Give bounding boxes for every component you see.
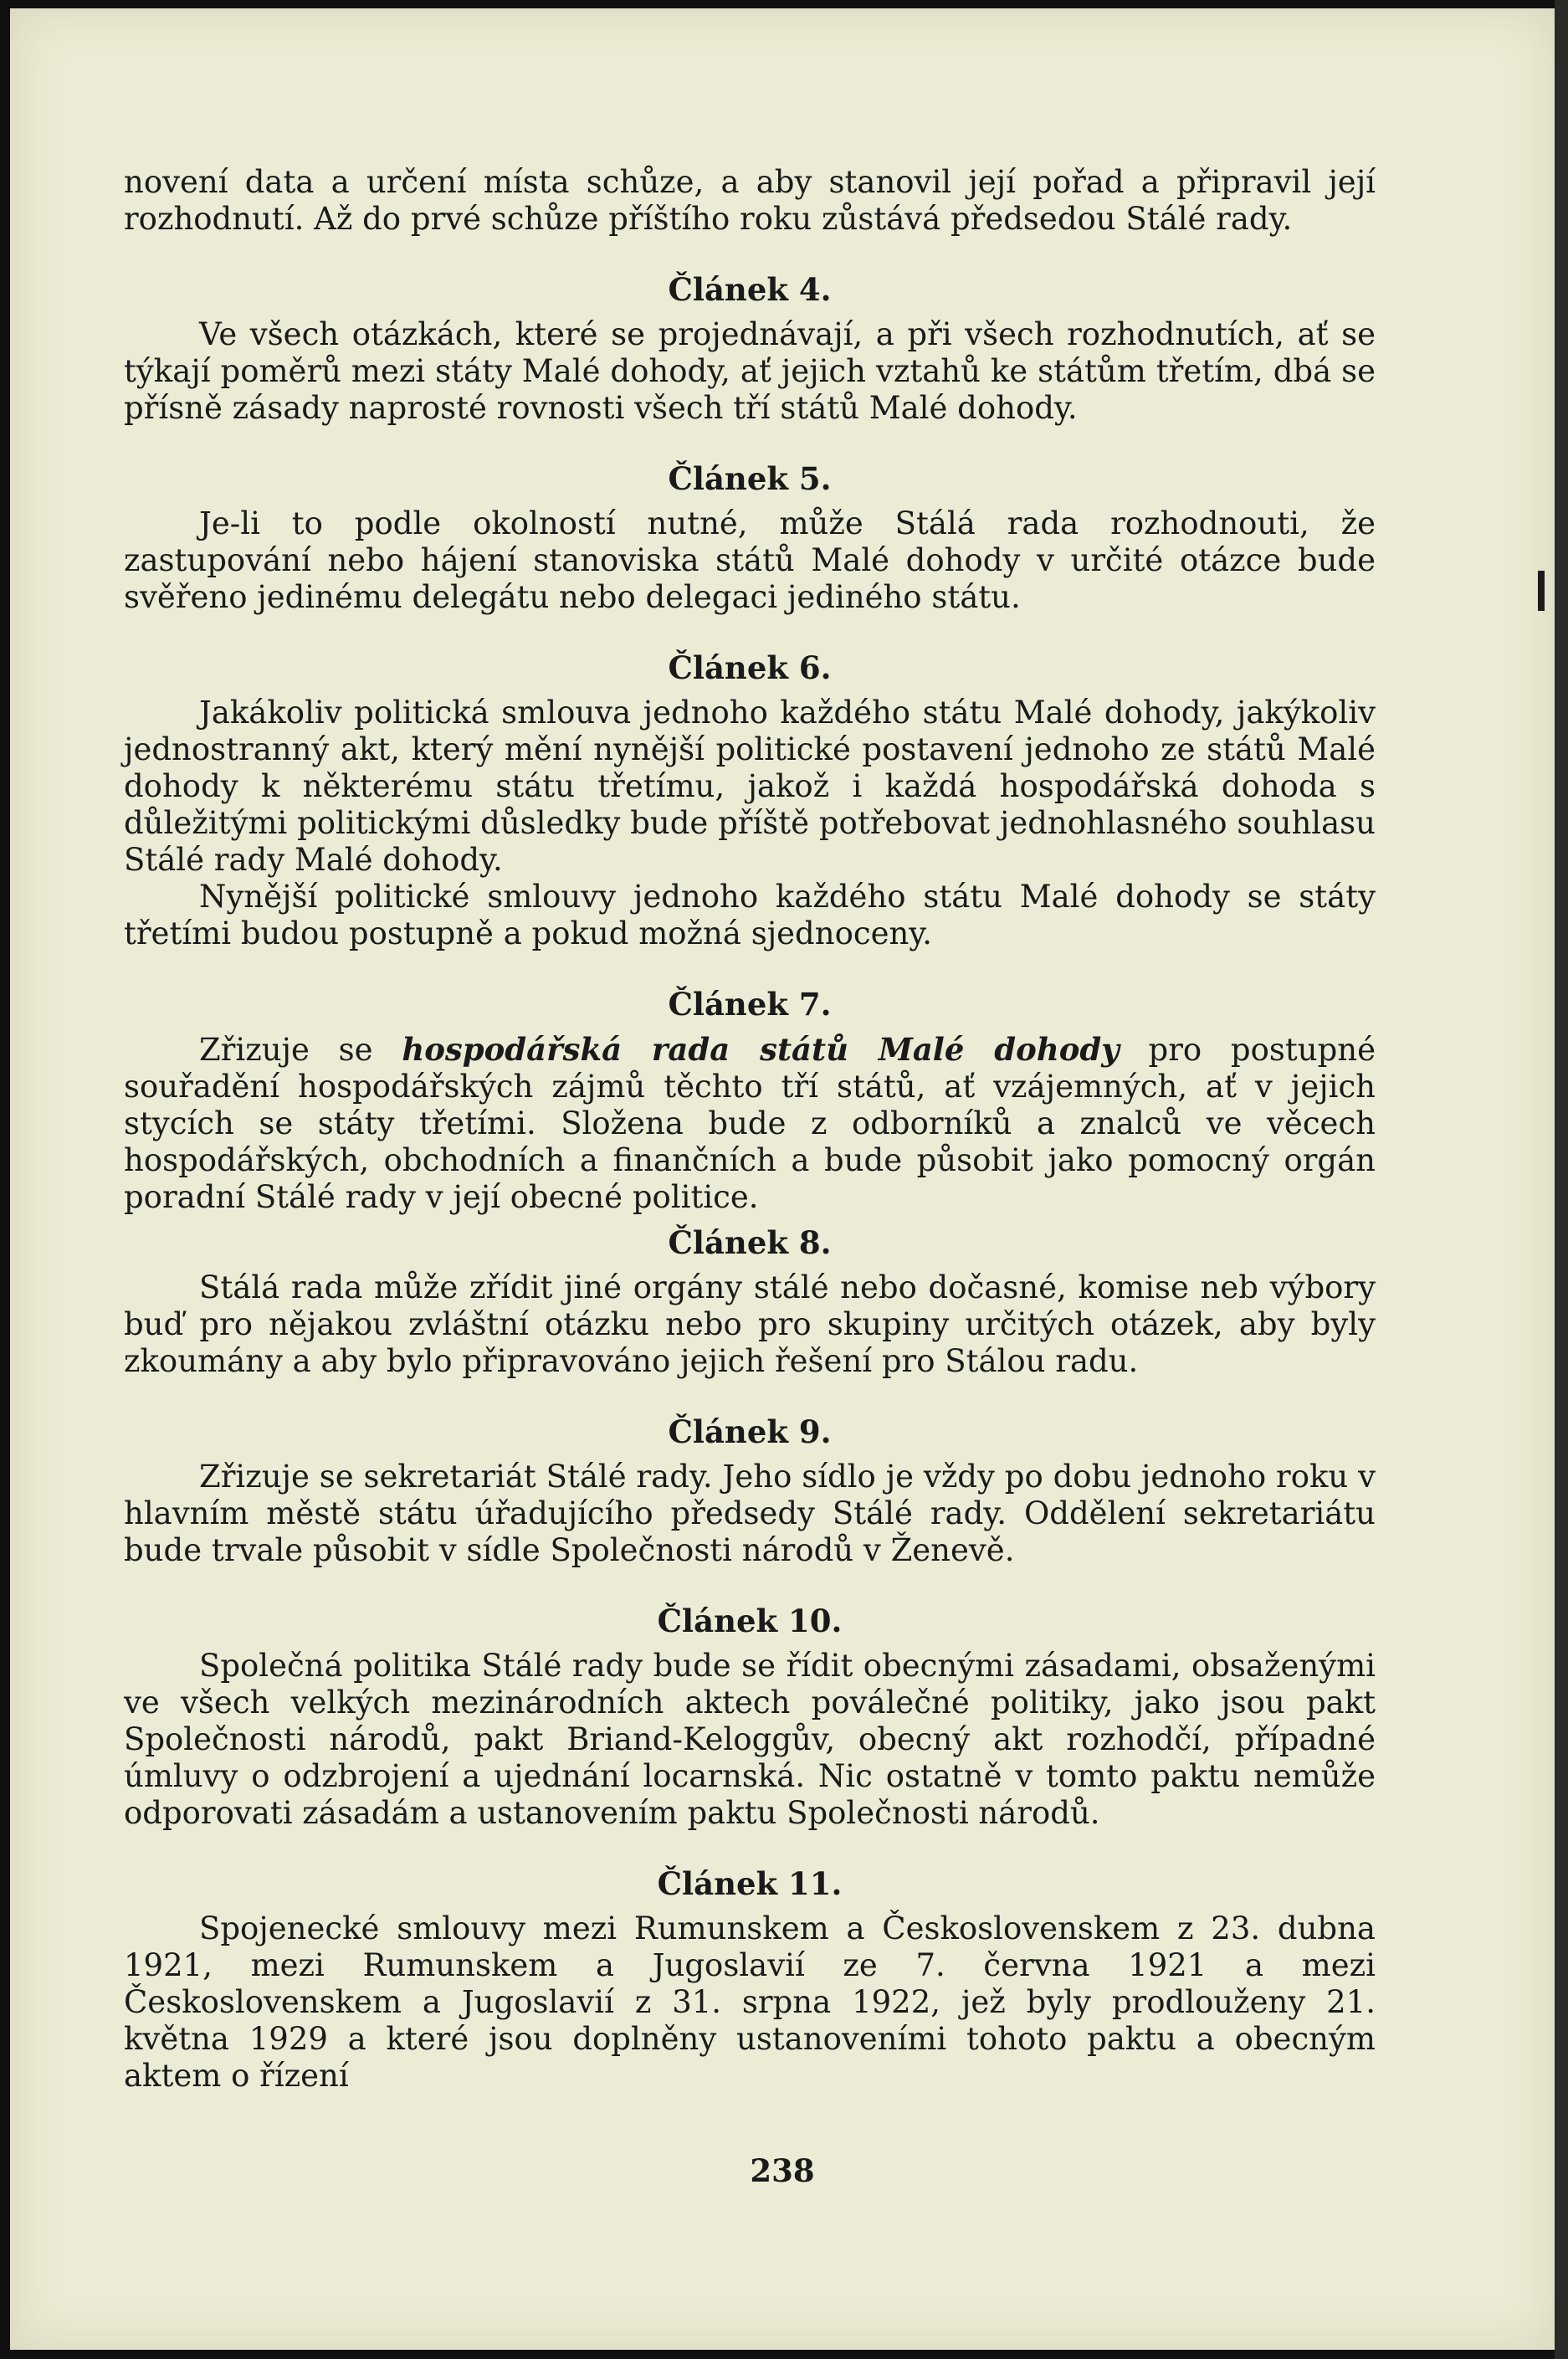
scan-right-border <box>1555 0 1568 2359</box>
article-7-heading: Článek 7. <box>668 986 832 1023</box>
article-11-paragraph-1: Spojenecké smlouvy mezi Rumunskem a Československem z 23. dubna 1921, mezi Rumunskem a Jugoslavií ze 7. června 1921 a mezi Československem a Jugoslavií z 31. srpna 1922, jež byly prodlouženy 21. května 1929 a které jsou doplněny ustanoveními tohoto paktu a obecným aktem o řízení <box>124 1910 1376 2094</box>
article-10-heading: Článek 10. <box>657 1603 843 1639</box>
article-4-paragraph-1: Ve všech otázkách, které se projednávají, a při všech rozhodnutích, ať se týkají poměrů mezi státy Malé dohody, ať jejich vztahů ke státům třetím, dbá se přísně zásady naprosté rovnosti všech tří států Malé dohody. <box>124 316 1376 426</box>
article-5-paragraph-1: Je-li to podle okolností nutné, může Stálá rada rozhodnouti, že zastupování nebo hájení stanoviska států Malé dohody v určité otázce bude svěřeno jedinému delegátu nebo delegaci jediného státu. <box>124 505 1376 615</box>
page-number: 238 <box>750 2152 815 2189</box>
article-5-heading: Článek 5. <box>668 460 832 497</box>
article-7-emphasis: hospodářská rada států Malé dohody <box>402 1031 1120 1068</box>
intro-paragraph: novení data a určení místa schůze, a aby stanovil její pořad a připravil její rozhodnutí. Až do prvé schůze příštího roku zůstává předsedou Stálé rady. <box>124 164 1376 237</box>
article-6-paragraph-2: Nynější politické smlouvy jednoho každého státu Malé dohody se státy třetími budou postupně a pokud možná sjednoceny. <box>124 879 1376 951</box>
article-10-paragraph-1: Společná politika Stálé rady bude se řídit obecnými zásadami, obsaženými ve všech velkých mezinárodních aktech poválečné politiky, jako jsou pakt Společnosti národů, pakt Briand-Keloggův, obecný akt rozhodčí, případné úmluvy o odzbrojení a ujednání locarnská. Nic ostatně v tomto paktu nemůže odporovati zásadám a ustanovením paktu Společnosti národů. <box>124 1648 1376 1831</box>
article-6-paragraph-1: Jakákoliv politická smlouva jednoho každého státu Malé dohody, jakýkoliv jednostranný akt, který mění nynější politické postavení jednoho ze států Malé dohody k některému státu třetímu, jakož i každá hospodářská dohoda s důležitými politickými důsledky bude příště potřebovat jednohlasného souhlasu Stálé rady Malé dohody. <box>124 695 1376 878</box>
article-7-lead: Zřizuje se <box>199 1032 402 1068</box>
article-8-paragraph-1: Stálá rada může zřídit jiné orgány stálé nebo dočasné, komise neb výbory buď pro nějakou zvláštní otázku nebo pro skupiny určitých otázek, aby byly zkoumány a aby bylo připravováno jejich řešení pro Stálou radu. <box>124 1269 1376 1379</box>
article-6-heading: Článek 6. <box>668 649 832 686</box>
page-body <box>124 164 1376 2095</box>
article-9-paragraph-1: Zřizuje se sekretariát Stálé rady. Jeho sídlo je vždy po dobu jednoho roku v hlavním městě státu úřadujícího předsedy Stálé rady. Oddělení sekretariátu bude trvale působit v sídle Společnosti národů v Ženevě. <box>124 1459 1376 1568</box>
article-9-heading: Článek 9. <box>668 1413 832 1450</box>
article-7-rest: pro postupné souřadění hospodářských zájmů těchto tří států, ať vzájemných, ať v jejich stycích se státy třetími. Složena bude z odborníků a znalců ve věcech hospodářských, obchodních a finančních a bude působit jako pomocný orgán poradní Stálé rady v její obecné politice. <box>124 1032 1376 1215</box>
article-11-heading: Článek 11. <box>657 1865 843 1902</box>
document-page <box>10 8 1555 2350</box>
article-4-heading: Článek 4. <box>668 271 832 308</box>
article-8-heading: Článek 8. <box>668 1224 832 1261</box>
article-7-paragraph-1 <box>124 1031 1376 1216</box>
scan-edge-mark <box>1538 571 1545 611</box>
